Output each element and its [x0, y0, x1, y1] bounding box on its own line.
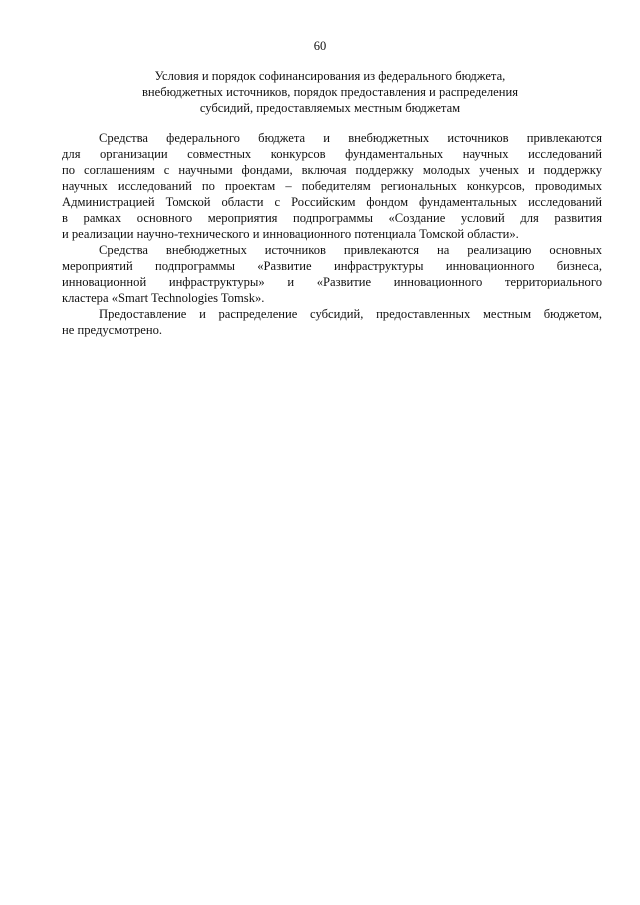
- paragraph-line: для организации совместных конкурсов фундаментальных научных исследований: [62, 147, 602, 161]
- paragraph-line: Средства внебюджетных источников привлекаются на реализацию основных: [99, 243, 602, 257]
- paragraph-cofinancing: [62, 130, 602, 242]
- paragraph-line: по соглашениям с научными фондами, включая поддержку молодых ученых и поддержку: [62, 163, 602, 177]
- paragraph-line: научных исследований по проектам – победителям региональных конкурсов, проводимых: [62, 179, 602, 193]
- paragraph-line: в рамках основного мероприятия подпрограммы «Создание условий для развития: [62, 211, 602, 225]
- paragraph-line: кластера «Smart Technologies Tomsk».: [62, 291, 265, 305]
- paragraph-extrabudgetary: [62, 242, 602, 306]
- paragraph-line: инновационной инфраструктуры» и «Развитие инновационного территориального: [62, 275, 602, 289]
- paragraph-subsidies: [62, 306, 602, 338]
- section-title-line: субсидий, предоставляемых местным бюджетам: [199, 101, 461, 115]
- paragraph-line: Администрацией Томской области с Российским фондом фундаментальных исследований: [62, 195, 602, 209]
- body-text: [62, 130, 602, 338]
- paragraph-line: и реализации научно-технического и инновационного потенциала Томской области».: [62, 227, 519, 241]
- paragraph-line: Предоставление и распределение субсидий, предоставленных местным бюджетом,: [99, 307, 602, 321]
- section-title: [110, 68, 550, 116]
- page-number: 60: [313, 39, 327, 53]
- paragraph-line: Средства федерального бюджета и внебюджетных источников привлекаются: [99, 131, 602, 145]
- section-title-line: Условия и порядок софинансирования из федерального бюджета,: [154, 69, 506, 83]
- section-title-line: внебюджетных источников, порядок предоставления и распределения: [141, 85, 519, 99]
- paragraph-line: мероприятий подпрограммы «Развитие инфраструктуры инновационного бизнеса,: [62, 259, 602, 273]
- paragraph-line: не предусмотрено.: [62, 323, 163, 337]
